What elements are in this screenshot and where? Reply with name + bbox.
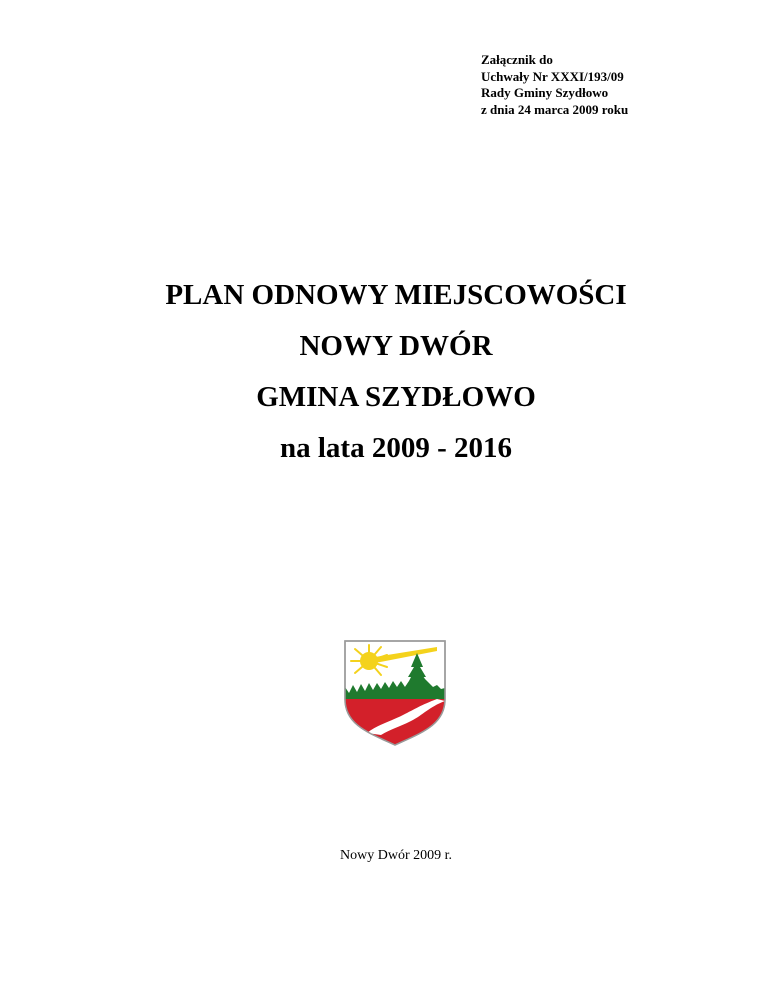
coat-of-arms-icon (341, 637, 449, 749)
title-line-1: PLAN ODNOWY MIEJSCOWOŚCI (165, 279, 627, 311)
title-line-2: NOWY DWÓR (299, 330, 493, 362)
document-title (0, 278, 768, 482)
title-line-4: na lata 2009 - 2016 (280, 432, 512, 464)
annex-note (481, 52, 628, 118)
annex-line-3: Rady Gminy Szydłowo (481, 85, 609, 100)
title-line-3: GMINA SZYDŁOWO (256, 381, 536, 413)
annex-line-1: Załącznik do (481, 52, 553, 67)
annex-line-4: z dnia 24 marca 2009 roku (481, 101, 629, 117)
annex-line-2: Uchwały Nr XXXI/193/09 (481, 68, 624, 84)
place-and-date: Nowy Dwór 2009 r. (340, 848, 452, 863)
